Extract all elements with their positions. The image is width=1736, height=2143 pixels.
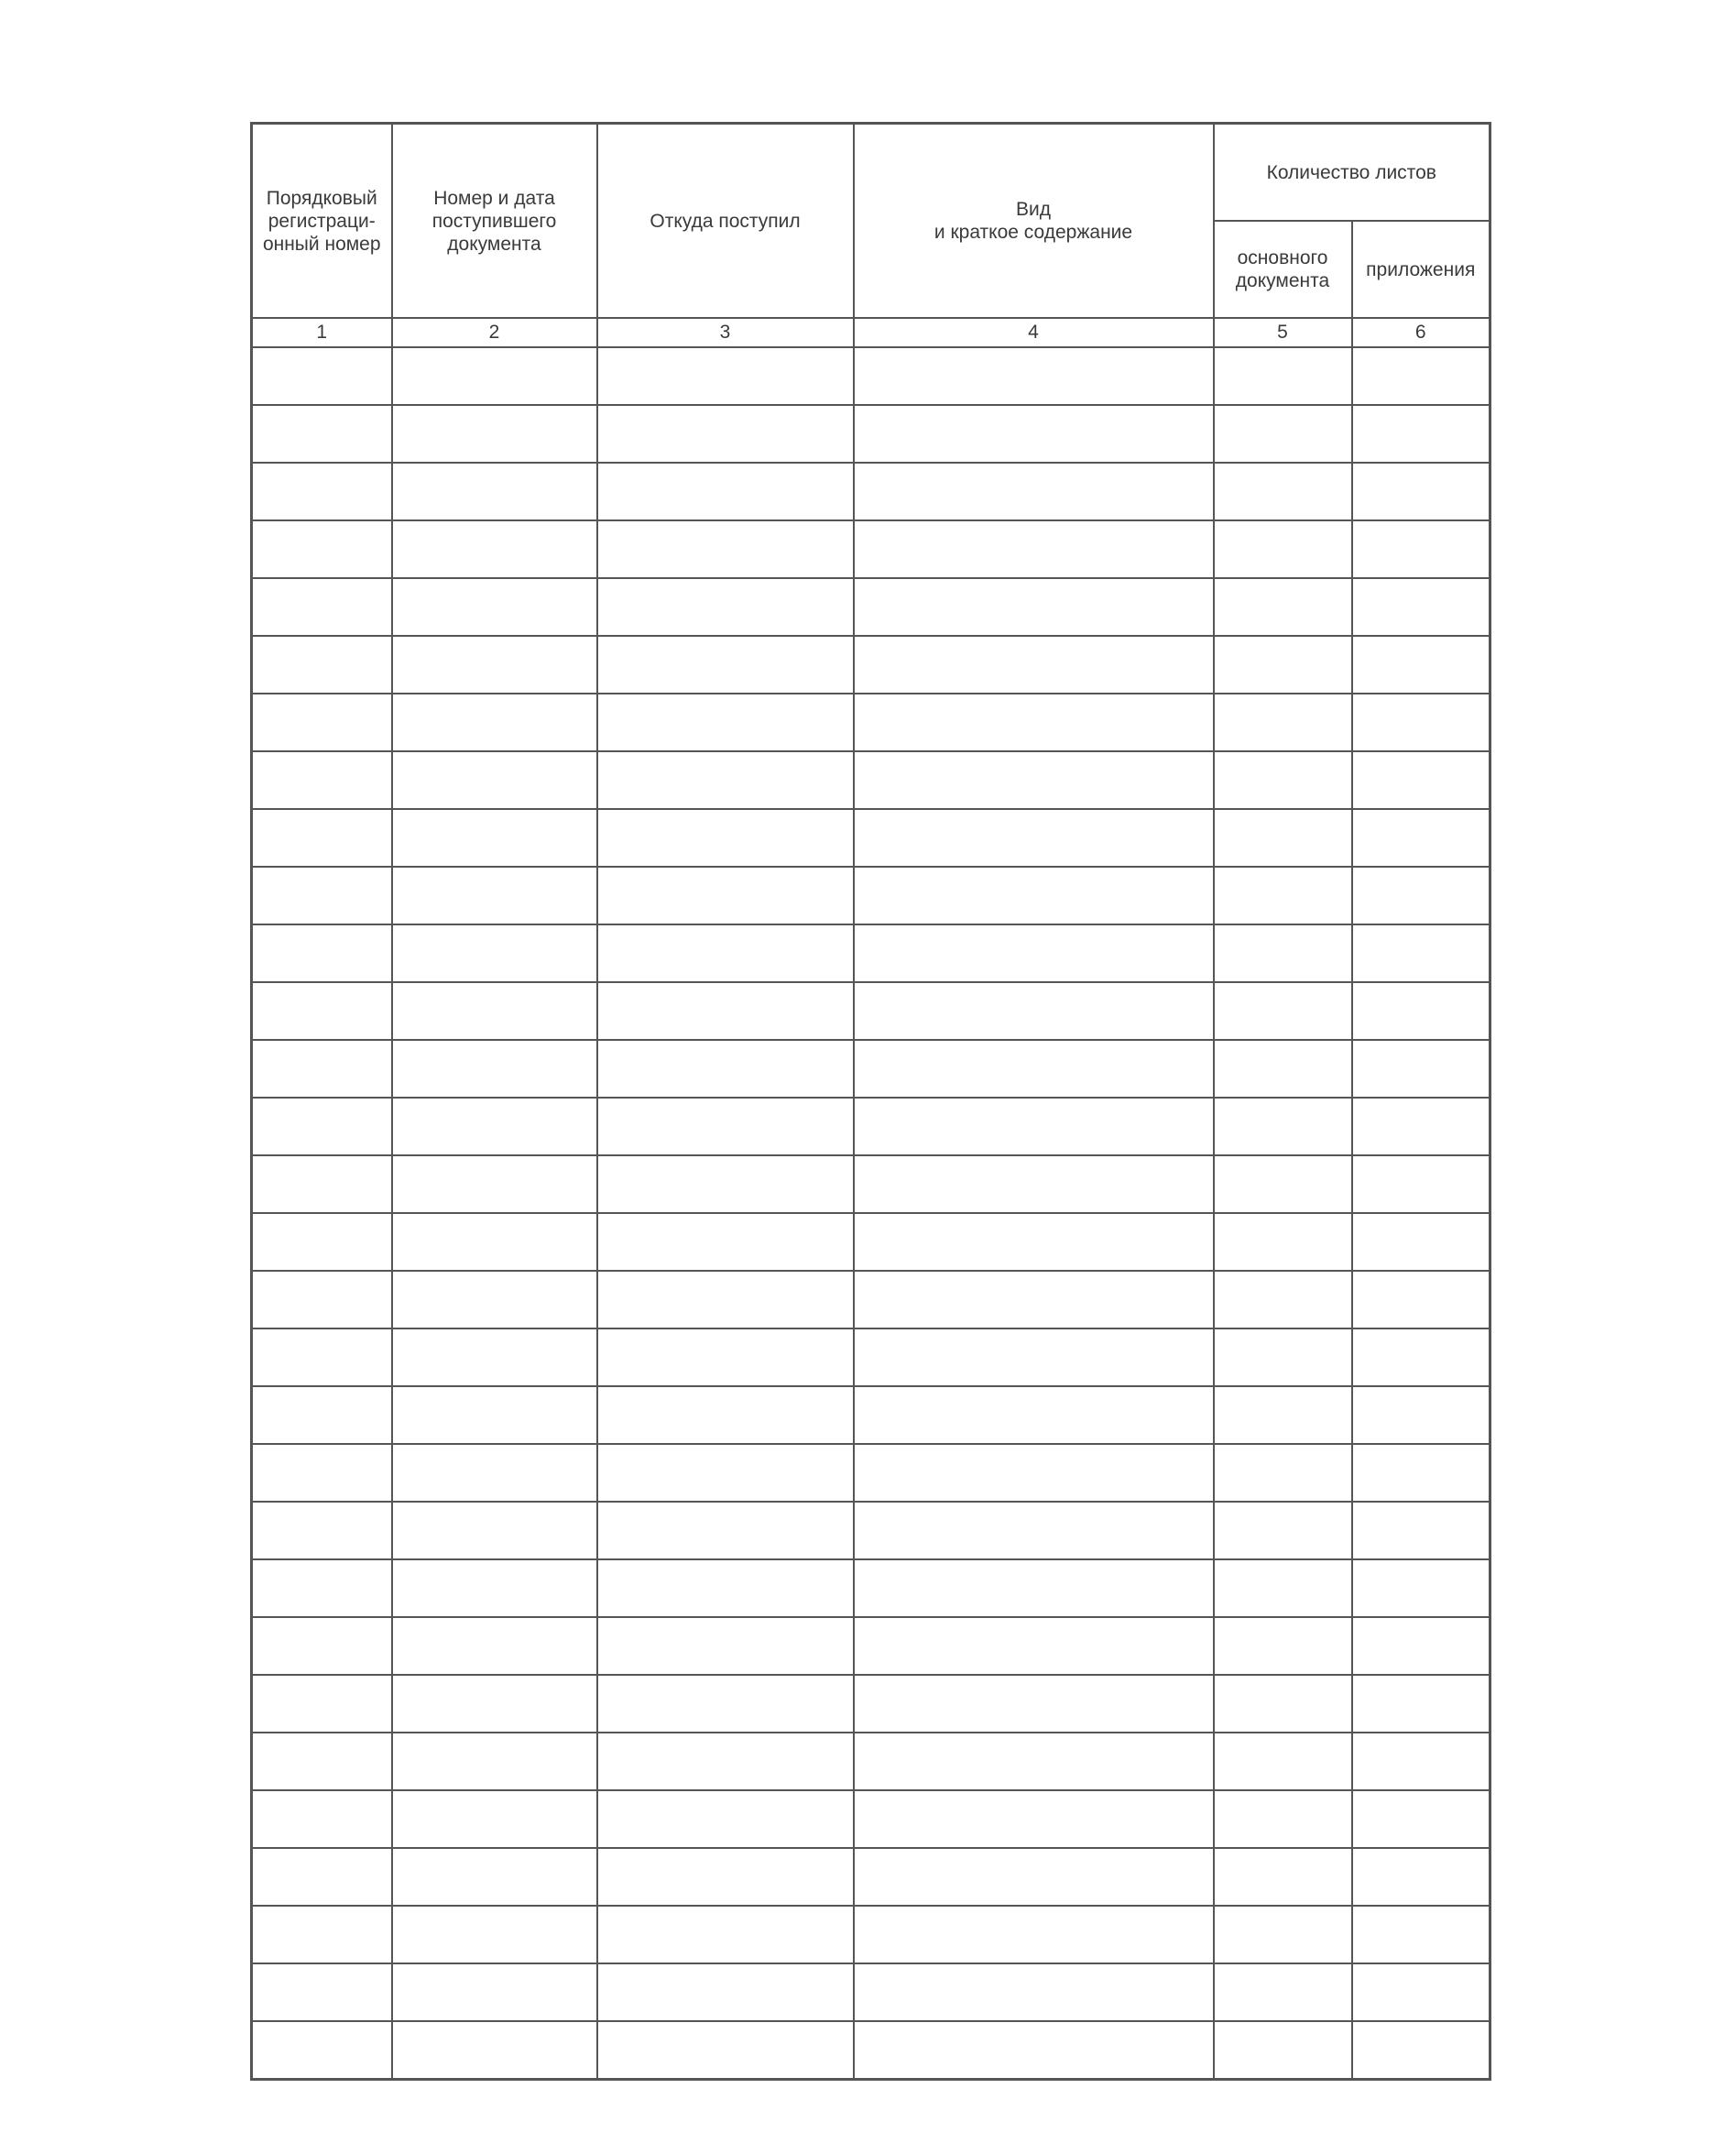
table-cell[interactable] [252,1386,392,1444]
table-cell[interactable] [854,1617,1214,1675]
table-cell[interactable] [1352,694,1490,751]
table-cell[interactable] [854,1098,1214,1155]
table-cell[interactable] [1214,1213,1352,1271]
table-row [252,809,1490,867]
table-cell[interactable] [854,1502,1214,1559]
table-cell[interactable] [1214,1502,1352,1559]
table-cell[interactable] [392,1906,597,1963]
table-cell[interactable] [252,924,392,982]
table-cell[interactable] [1214,809,1352,867]
table-cell[interactable] [1214,1444,1352,1502]
table-row [252,1213,1490,1271]
table-cell[interactable] [252,405,392,463]
table-cell[interactable] [392,751,597,809]
table-cell[interactable] [252,809,392,867]
table-cell[interactable] [854,1790,1214,1848]
table-cell[interactable] [252,1098,392,1155]
table-cell[interactable] [1352,1271,1490,1328]
table-cell[interactable] [252,1328,392,1386]
table-cell[interactable] [597,1733,854,1790]
table-cell[interactable] [392,809,597,867]
table-cell[interactable] [854,1675,1214,1733]
table-cell[interactable] [1352,1444,1490,1502]
table-cell[interactable] [1214,1559,1352,1617]
table-cell[interactable] [854,578,1214,636]
header-sheet-count [1214,124,1490,222]
table-header [252,124,1490,348]
table-cell[interactable] [1214,1848,1352,1906]
table-cell[interactable] [854,1963,1214,2021]
table-cell[interactable] [252,751,392,809]
table-row [252,520,1490,578]
table-row [252,1559,1490,1617]
table-row [252,347,1490,405]
table-cell[interactable] [392,1790,597,1848]
table-cell[interactable] [1352,1790,1490,1848]
table-cell[interactable] [597,1617,854,1675]
table-cell[interactable] [1352,1675,1490,1733]
header-sheet-count-label: Количество листов [1266,161,1436,183]
table-cell[interactable] [854,924,1214,982]
table-cell[interactable] [854,867,1214,924]
table-cell[interactable] [392,405,597,463]
table-cell[interactable] [854,1328,1214,1386]
table-cell[interactable] [1214,1098,1352,1155]
table-cell[interactable] [1352,1213,1490,1271]
table-cell[interactable] [597,1790,854,1848]
table-cell[interactable] [392,1675,597,1733]
table-cell[interactable] [1214,1155,1352,1213]
table-cell[interactable] [597,1559,854,1617]
table-row [252,924,1490,982]
table-cell[interactable] [597,1040,854,1098]
table-cell[interactable] [854,1444,1214,1502]
table-cell[interactable] [854,1040,1214,1098]
table-cell[interactable] [1352,809,1490,867]
table-cell[interactable] [1214,1040,1352,1098]
table-cell[interactable] [597,867,854,924]
table-cell[interactable] [1352,1906,1490,1963]
table-cell[interactable] [392,636,597,694]
table-cell[interactable] [854,1386,1214,1444]
table-cell[interactable] [252,1040,392,1098]
table-cell[interactable] [1214,463,1352,520]
table-cell[interactable] [1352,982,1490,1040]
table-row [252,1790,1490,1848]
column-number: 1 [252,318,392,347]
table-row [252,1617,1490,1675]
table-cell[interactable] [392,694,597,751]
table-cell[interactable] [854,694,1214,751]
table-cell[interactable] [252,1444,392,1502]
table-cell[interactable] [392,924,597,982]
table-row [252,1444,1490,1502]
table-cell[interactable] [597,463,854,520]
table-cell[interactable] [392,2021,597,2080]
header-appendix-sheets-label: приложения [1366,258,1476,280]
header-reg-number [252,124,392,319]
table-row [252,1675,1490,1733]
table-cell[interactable] [1214,982,1352,1040]
table-cell[interactable] [597,924,854,982]
table-cell[interactable] [392,1733,597,1790]
table-cell[interactable] [252,1675,392,1733]
table-cell[interactable] [1352,1098,1490,1155]
table-cell[interactable] [252,1733,392,1790]
table-cell[interactable] [1352,1559,1490,1617]
table-cell[interactable] [252,1155,392,1213]
table-cell[interactable] [597,2021,854,2080]
header-source [597,124,854,319]
table-cell[interactable] [597,1213,854,1271]
table-cell[interactable] [252,1963,392,2021]
table-cell[interactable] [252,578,392,636]
table-cell[interactable] [597,520,854,578]
table-cell[interactable] [1214,405,1352,463]
table-cell[interactable] [597,1675,854,1733]
table-cell[interactable] [252,1790,392,1848]
header-doc-number-date-label: Номер и дата поступившего документа [431,187,557,255]
column-number: 2 [392,318,597,347]
table-row [252,463,1490,520]
table-cell[interactable] [854,751,1214,809]
table-cell[interactable] [392,867,597,924]
table-cell[interactable] [392,347,597,405]
table-row [252,1906,1490,1963]
table-cell[interactable] [1352,1328,1490,1386]
table-cell[interactable] [252,1848,392,1906]
column-number: 3 [597,318,854,347]
table-row [252,1848,1490,1906]
table-cell[interactable] [1352,2021,1490,2080]
table-cell[interactable] [597,1328,854,1386]
table-cell[interactable] [1352,1963,1490,2021]
table-cell[interactable] [1352,1617,1490,1675]
table-cell[interactable] [1214,578,1352,636]
header-row-main [252,124,1490,222]
table-cell[interactable] [392,1386,597,1444]
table-cell[interactable] [1214,1790,1352,1848]
table-row [252,867,1490,924]
table-cell[interactable] [597,1906,854,1963]
table-cell[interactable] [252,1906,392,1963]
table-cell[interactable] [597,1444,854,1502]
table-cell[interactable] [1214,636,1352,694]
table-cell[interactable] [392,1444,597,1502]
table-cell[interactable] [1214,924,1352,982]
table-cell[interactable] [1352,463,1490,520]
table-cell[interactable] [392,463,597,520]
table-cell[interactable] [1352,924,1490,982]
table-row [252,1271,1490,1328]
table-cell[interactable] [1214,1328,1352,1386]
table-cell[interactable] [1214,1675,1352,1733]
table-cell[interactable] [1352,1733,1490,1790]
table-row [252,2021,1490,2080]
table-cell[interactable] [597,1098,854,1155]
table-cell[interactable] [1352,1386,1490,1444]
table-cell[interactable] [392,520,597,578]
table-cell[interactable] [597,1502,854,1559]
column-number: 4 [854,318,1214,347]
table-cell[interactable] [854,1213,1214,1271]
table-cell[interactable] [1214,347,1352,405]
table-cell[interactable] [597,405,854,463]
table-cell[interactable] [1214,1271,1352,1328]
table-row [252,1040,1490,1098]
table-cell[interactable] [392,1328,597,1386]
table-row [252,982,1490,1040]
table-cell[interactable] [597,809,854,867]
table-cell[interactable] [252,347,392,405]
table-cell[interactable] [252,2021,392,2080]
column-number-row [252,318,1490,347]
table-cell[interactable] [1352,867,1490,924]
table-body [252,347,1490,2080]
table-cell[interactable] [252,636,392,694]
table-cell[interactable] [392,1617,597,1675]
table-cell[interactable] [1352,751,1490,809]
table-cell[interactable] [252,463,392,520]
table-cell[interactable] [252,1559,392,1617]
table-cell[interactable] [1214,2021,1352,2080]
table-row [252,1098,1490,1155]
table-cell[interactable] [252,867,392,924]
table-cell[interactable] [1214,751,1352,809]
table-cell[interactable] [1352,1040,1490,1098]
column-number: 6 [1352,318,1490,347]
table-cell[interactable] [597,1155,854,1213]
table-cell[interactable] [1214,1963,1352,2021]
table-cell[interactable] [854,809,1214,867]
table-cell[interactable] [392,1848,597,1906]
header-main-doc-sheets [1214,221,1352,318]
table-row [252,1963,1490,2021]
table-cell[interactable] [1214,1617,1352,1675]
table-row [252,1155,1490,1213]
table-row [252,1328,1490,1386]
table-cell[interactable] [1214,694,1352,751]
table-cell[interactable] [854,1906,1214,1963]
table-cell[interactable] [1352,347,1490,405]
table-row [252,694,1490,751]
header-reg-number-label: Порядковый регистраци- онный номер [262,187,381,255]
table-row [252,578,1490,636]
table-cell[interactable] [1214,1386,1352,1444]
table-cell[interactable] [597,636,854,694]
table-cell[interactable] [854,1559,1214,1617]
table-cell[interactable] [597,1848,854,1906]
table-cell[interactable] [1352,405,1490,463]
table-row [252,405,1490,463]
table-cell[interactable] [252,694,392,751]
table-cell[interactable] [854,982,1214,1040]
table-cell[interactable] [392,578,597,636]
table-cell[interactable] [392,1098,597,1155]
header-doc-number-date [392,124,597,319]
table-cell[interactable] [597,347,854,405]
table-cell[interactable] [252,1271,392,1328]
header-type-summary [854,124,1214,319]
table-cell[interactable] [1214,867,1352,924]
table-cell[interactable] [1214,1906,1352,1963]
table-cell[interactable] [252,520,392,578]
header-main-doc-sheets-label: основного документа [1235,247,1330,291]
table-cell[interactable] [392,982,597,1040]
table-cell[interactable] [392,1213,597,1271]
registration-journal-table [250,122,1491,2081]
table-cell[interactable] [252,1617,392,1675]
table-row [252,1386,1490,1444]
table-cell[interactable] [597,1963,854,2021]
table-row [252,636,1490,694]
table-cell[interactable] [854,1271,1214,1328]
table-cell[interactable] [597,1271,854,1328]
header-source-label: Откуда поступил [650,210,801,232]
table-cell[interactable] [252,1213,392,1271]
table-cell[interactable] [854,405,1214,463]
table-cell[interactable] [597,1386,854,1444]
table-cell[interactable] [854,347,1214,405]
table-cell[interactable] [1352,1848,1490,1906]
table-cell[interactable] [597,751,854,809]
table-cell[interactable] [1352,1155,1490,1213]
table-cell[interactable] [1352,520,1490,578]
table-cell[interactable] [597,694,854,751]
table-cell[interactable] [854,463,1214,520]
table-cell[interactable] [392,1155,597,1213]
header-type-summary-label: Вид и краткое содержание [934,199,1133,243]
table-row [252,1502,1490,1559]
table-cell[interactable] [597,578,854,636]
table-cell[interactable] [392,1963,597,2021]
table-cell[interactable] [1352,636,1490,694]
table-cell[interactable] [854,636,1214,694]
header-appendix-sheets [1352,221,1490,318]
table-cell[interactable] [854,1733,1214,1790]
table-cell[interactable] [854,520,1214,578]
table-cell[interactable] [1214,1733,1352,1790]
table-cell[interactable] [252,982,392,1040]
table-cell[interactable] [392,1559,597,1617]
table-cell[interactable] [1352,1502,1490,1559]
table-cell[interactable] [1214,520,1352,578]
table-row [252,1733,1490,1790]
table-cell[interactable] [597,982,854,1040]
table-cell[interactable] [392,1271,597,1328]
table-cell[interactable] [854,1155,1214,1213]
table-cell[interactable] [252,1502,392,1559]
table-cell[interactable] [392,1502,597,1559]
column-number: 5 [1214,318,1352,347]
table-cell[interactable] [854,1848,1214,1906]
table-cell[interactable] [854,2021,1214,2080]
table-row [252,751,1490,809]
table-cell[interactable] [392,1040,597,1098]
table-cell[interactable] [1352,578,1490,636]
